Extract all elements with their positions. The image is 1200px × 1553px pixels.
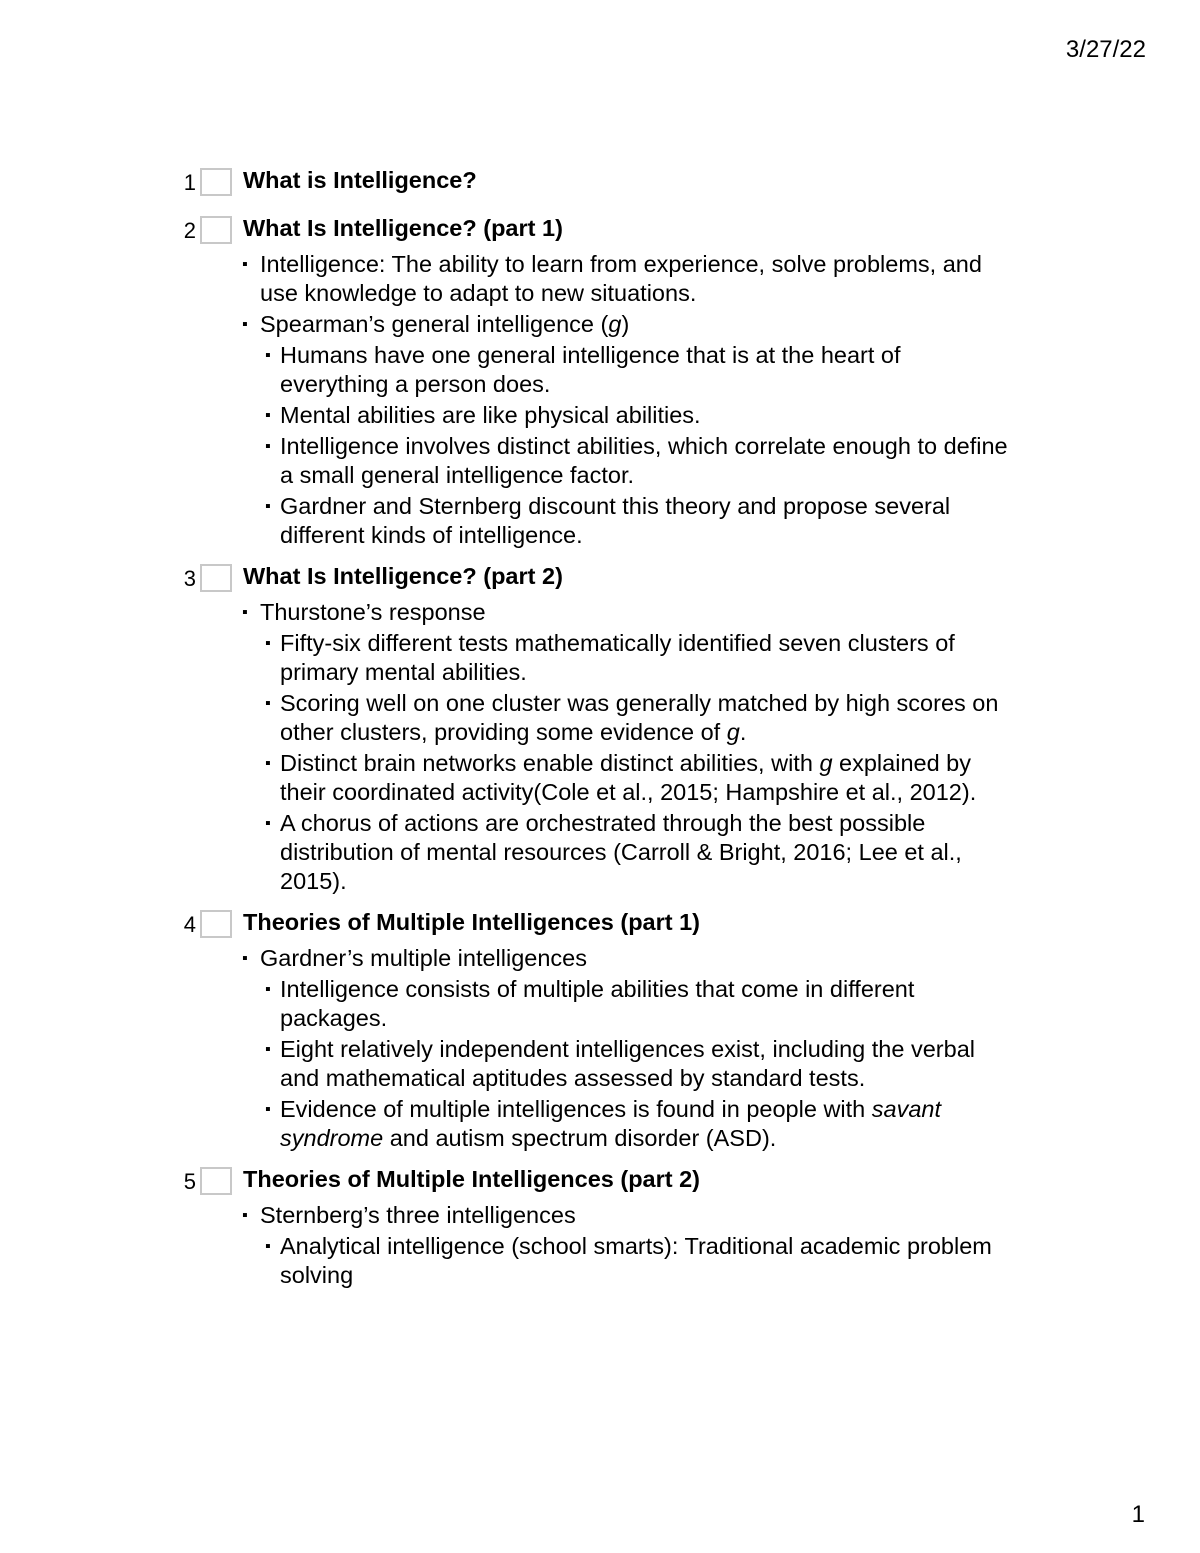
page-number: 1 bbox=[1131, 1501, 1145, 1528]
slide-entry-2 bbox=[0, 214, 1200, 550]
slide-number: 2 bbox=[183, 218, 196, 243]
bullet-text: and autism spectrum disorder (ASD). bbox=[383, 1125, 777, 1151]
bullet-item: ▪ Gardner’s multiple intelligences bbox=[260, 944, 1000, 973]
slide-title: Theories of Multiple Intelligences (part 1) bbox=[243, 909, 701, 935]
bullet-text: ) bbox=[621, 311, 630, 337]
slide-title: What Is Intelligence? (part 2) bbox=[243, 563, 563, 589]
slide-entry-3 bbox=[0, 562, 1200, 896]
sub-bullet-item: ▪ Gardner and Sternberg discount this theory and propose several different kinds of intelligence. bbox=[280, 492, 1010, 550]
sub-bullet-item: ▪ Intelligence consists of multiple abilities that come in different packages. bbox=[280, 975, 1010, 1033]
bullet-text: Evidence of multiple intelligences is found in people with bbox=[280, 1096, 872, 1122]
slide-entry-4 bbox=[0, 908, 1200, 1153]
slide-entry-5 bbox=[0, 1165, 1200, 1290]
sub-bullet-item bbox=[280, 749, 1010, 807]
slide-title: What is Intelligence? bbox=[243, 167, 477, 193]
slide-thumbnail bbox=[200, 910, 232, 938]
bullet-text-italic: g bbox=[726, 719, 740, 745]
bullet-text-italic: g bbox=[819, 750, 833, 776]
bullet-text: Distinct brain networks enable distinct abilities, with bbox=[280, 750, 820, 776]
bullet-text: Spearman’s general intelligence ( bbox=[260, 311, 609, 337]
slide-thumbnail bbox=[200, 1167, 232, 1195]
bullet-text-italic: g bbox=[608, 311, 622, 337]
slide-number: 1 bbox=[183, 170, 196, 195]
sub-bullet-item: ▪ Eight relatively independent intelligences exist, including the verbal and mathematical aptitudes assessed by standard tests. bbox=[280, 1035, 1010, 1093]
slide-title: What Is Intelligence? (part 1) bbox=[243, 215, 563, 241]
bullet-item: ▪ Sternberg’s three intelligences bbox=[260, 1201, 1000, 1230]
sub-bullet-item: ▪ Mental abilities are like physical abilities. bbox=[280, 401, 1010, 430]
bullet-text: . bbox=[739, 719, 747, 745]
sub-bullet-item: ▪ Intelligence involves distinct abilities, which correlate enough to define a small general intelligence factor. bbox=[280, 432, 1010, 490]
slide-thumbnail bbox=[200, 168, 232, 196]
bullet-item: ▪ Intelligence: The ability to learn from experience, solve problems, and use knowledge to adapt to new situations. bbox=[260, 250, 1000, 308]
sub-bullet-item: ▪ Analytical intelligence (school smarts): Traditional academic problem solving bbox=[280, 1232, 1010, 1290]
sub-bullet-item: ▪ Fifty-six different tests mathematically identified seven clusters of primary mental abilities. bbox=[280, 629, 1010, 687]
slide-thumbnail bbox=[200, 564, 232, 592]
print-date: 3/27/22 bbox=[1065, 36, 1146, 63]
sub-bullet-item: ▪ A chorus of actions are orchestrated through the best possible distribution of mental resources (Carroll & Bright, 2016; Lee et al., 2015). bbox=[280, 809, 1010, 896]
bullet-text: explained by their coordinated activity(Cole et al., 2015; Hampshire et al., 2012). bbox=[280, 750, 977, 805]
bullet-item: ▪ Thurstone’s response bbox=[260, 598, 1000, 627]
bullet-item bbox=[260, 310, 1000, 339]
slide-number: 5 bbox=[183, 1169, 196, 1194]
slide-entry-1 bbox=[0, 166, 1200, 202]
slide-title: Theories of Multiple Intelligences (part 2) bbox=[243, 1166, 701, 1192]
slide-number: 3 bbox=[183, 566, 196, 591]
slide-outline bbox=[0, 166, 1200, 1302]
bullet-text-italic: savant syndrome bbox=[280, 1096, 942, 1151]
sub-bullet-item: ▪ Humans have one general intelligence that is at the heart of everything a person does. bbox=[280, 341, 1010, 399]
sub-bullet-item bbox=[280, 1095, 1010, 1153]
sub-bullet-item bbox=[280, 689, 1010, 747]
slide-thumbnail bbox=[200, 216, 232, 244]
bullet-text: Scoring well on one cluster was generally matched by high scores on other clusters, providing some evidence of bbox=[280, 690, 999, 745]
slide-number: 4 bbox=[183, 912, 196, 937]
